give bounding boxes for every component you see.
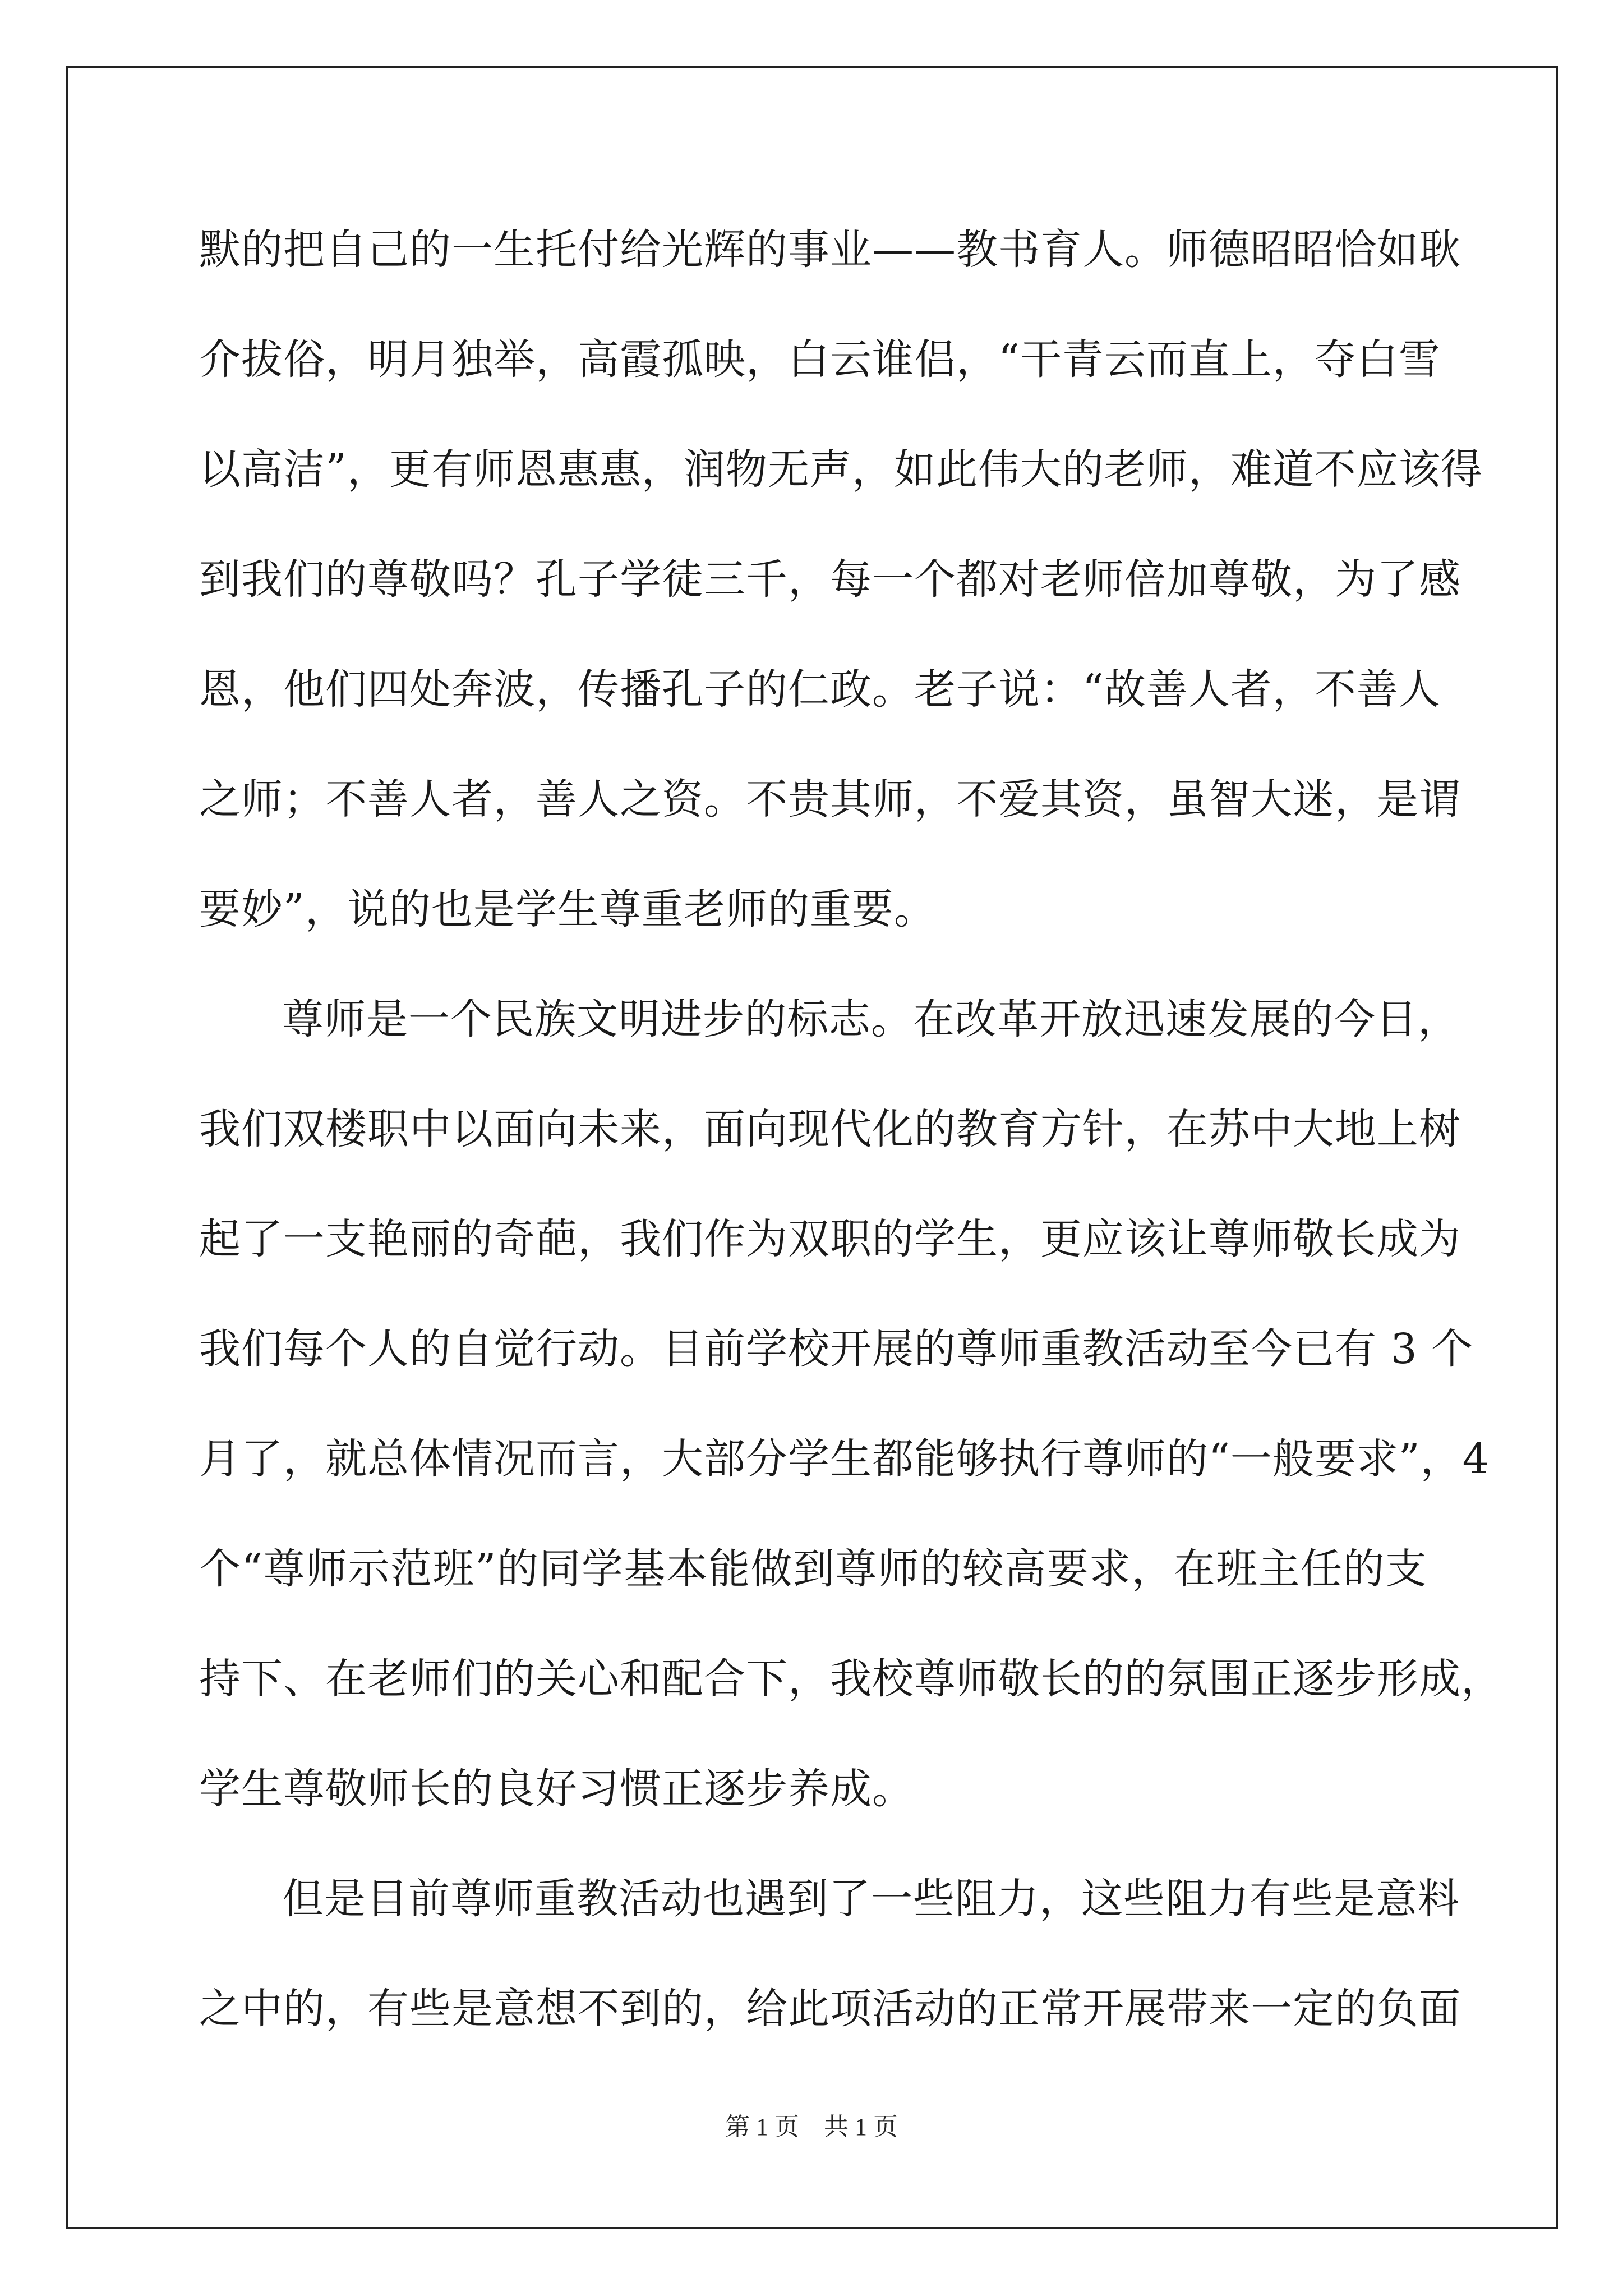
text-line: 之中的，有些是意想不到的，给此项活动的正常开展带来一定的负面 bbox=[199, 1985, 1461, 2033]
text-line: 我们每个人的自觉行动。目前学校开展的尊师重教活动至今已有 3 个 bbox=[199, 1325, 1474, 1373]
text-line: 之师；不善人者，善人之资。不贵其师，不爱其资，虽智大迷，是谓 bbox=[199, 775, 1461, 823]
text-line: 尊师是一个民族文明进步的标志。在改革开放迅速发展的今日， bbox=[282, 995, 1460, 1043]
text-line: 月了，就总体情况而言，大部分学生都能够执行尊师的“一般要求”，4 bbox=[199, 1435, 1490, 1483]
text-line: 个“尊师示范班”的同学基本能做到尊师的较高要求，在班主任的支 bbox=[199, 1545, 1427, 1593]
text-line: 介拔俗，明月独举，高霞孤映，白云谁侣，“干青云而直上，夺白雪 bbox=[199, 335, 1441, 384]
text-line: 默的把自己的一生托付给光辉的事业——教书育人。师德昭昭恰如耿 bbox=[199, 226, 1461, 274]
text-line: 学生尊敬师长的良好习惯正逐步养成。 bbox=[199, 1765, 914, 1813]
document-body bbox=[199, 216, 1503, 2085]
text-line: 起了一支艳丽的奇葩，我们作为双职的学生，更应该让尊师敬长成为 bbox=[199, 1215, 1461, 1263]
text-line: 以高洁”，更有师恩惠惠，润物无声，如此伟大的老师，难道不应该得 bbox=[199, 445, 1483, 494]
text-line: 持下、在老师们的关心和配合下，我校尊师敬长的的氛围正逐步形成， bbox=[199, 1655, 1503, 1703]
text-line: 到我们的尊敬吗？孔子学徒三千，每一个都对老师倍加尊敬，为了感 bbox=[199, 555, 1461, 604]
text-line: 我们双楼职中以面向未来，面向现代化的教育方针，在苏中大地上树 bbox=[199, 1105, 1461, 1153]
page-number-footer: 第 1 页 共 1 页 bbox=[725, 2113, 898, 2141]
text-line: 要妙”，说的也是学生尊重老师的重要。 bbox=[199, 885, 936, 933]
text-line: 但是目前尊师重教活动也遇到了一些阻力，这些阻力有些是意料 bbox=[282, 1875, 1460, 1923]
text-line: 恩，他们四处奔波，传播孔子的仁政。老子说：“故善人者，不善人 bbox=[199, 665, 1441, 714]
